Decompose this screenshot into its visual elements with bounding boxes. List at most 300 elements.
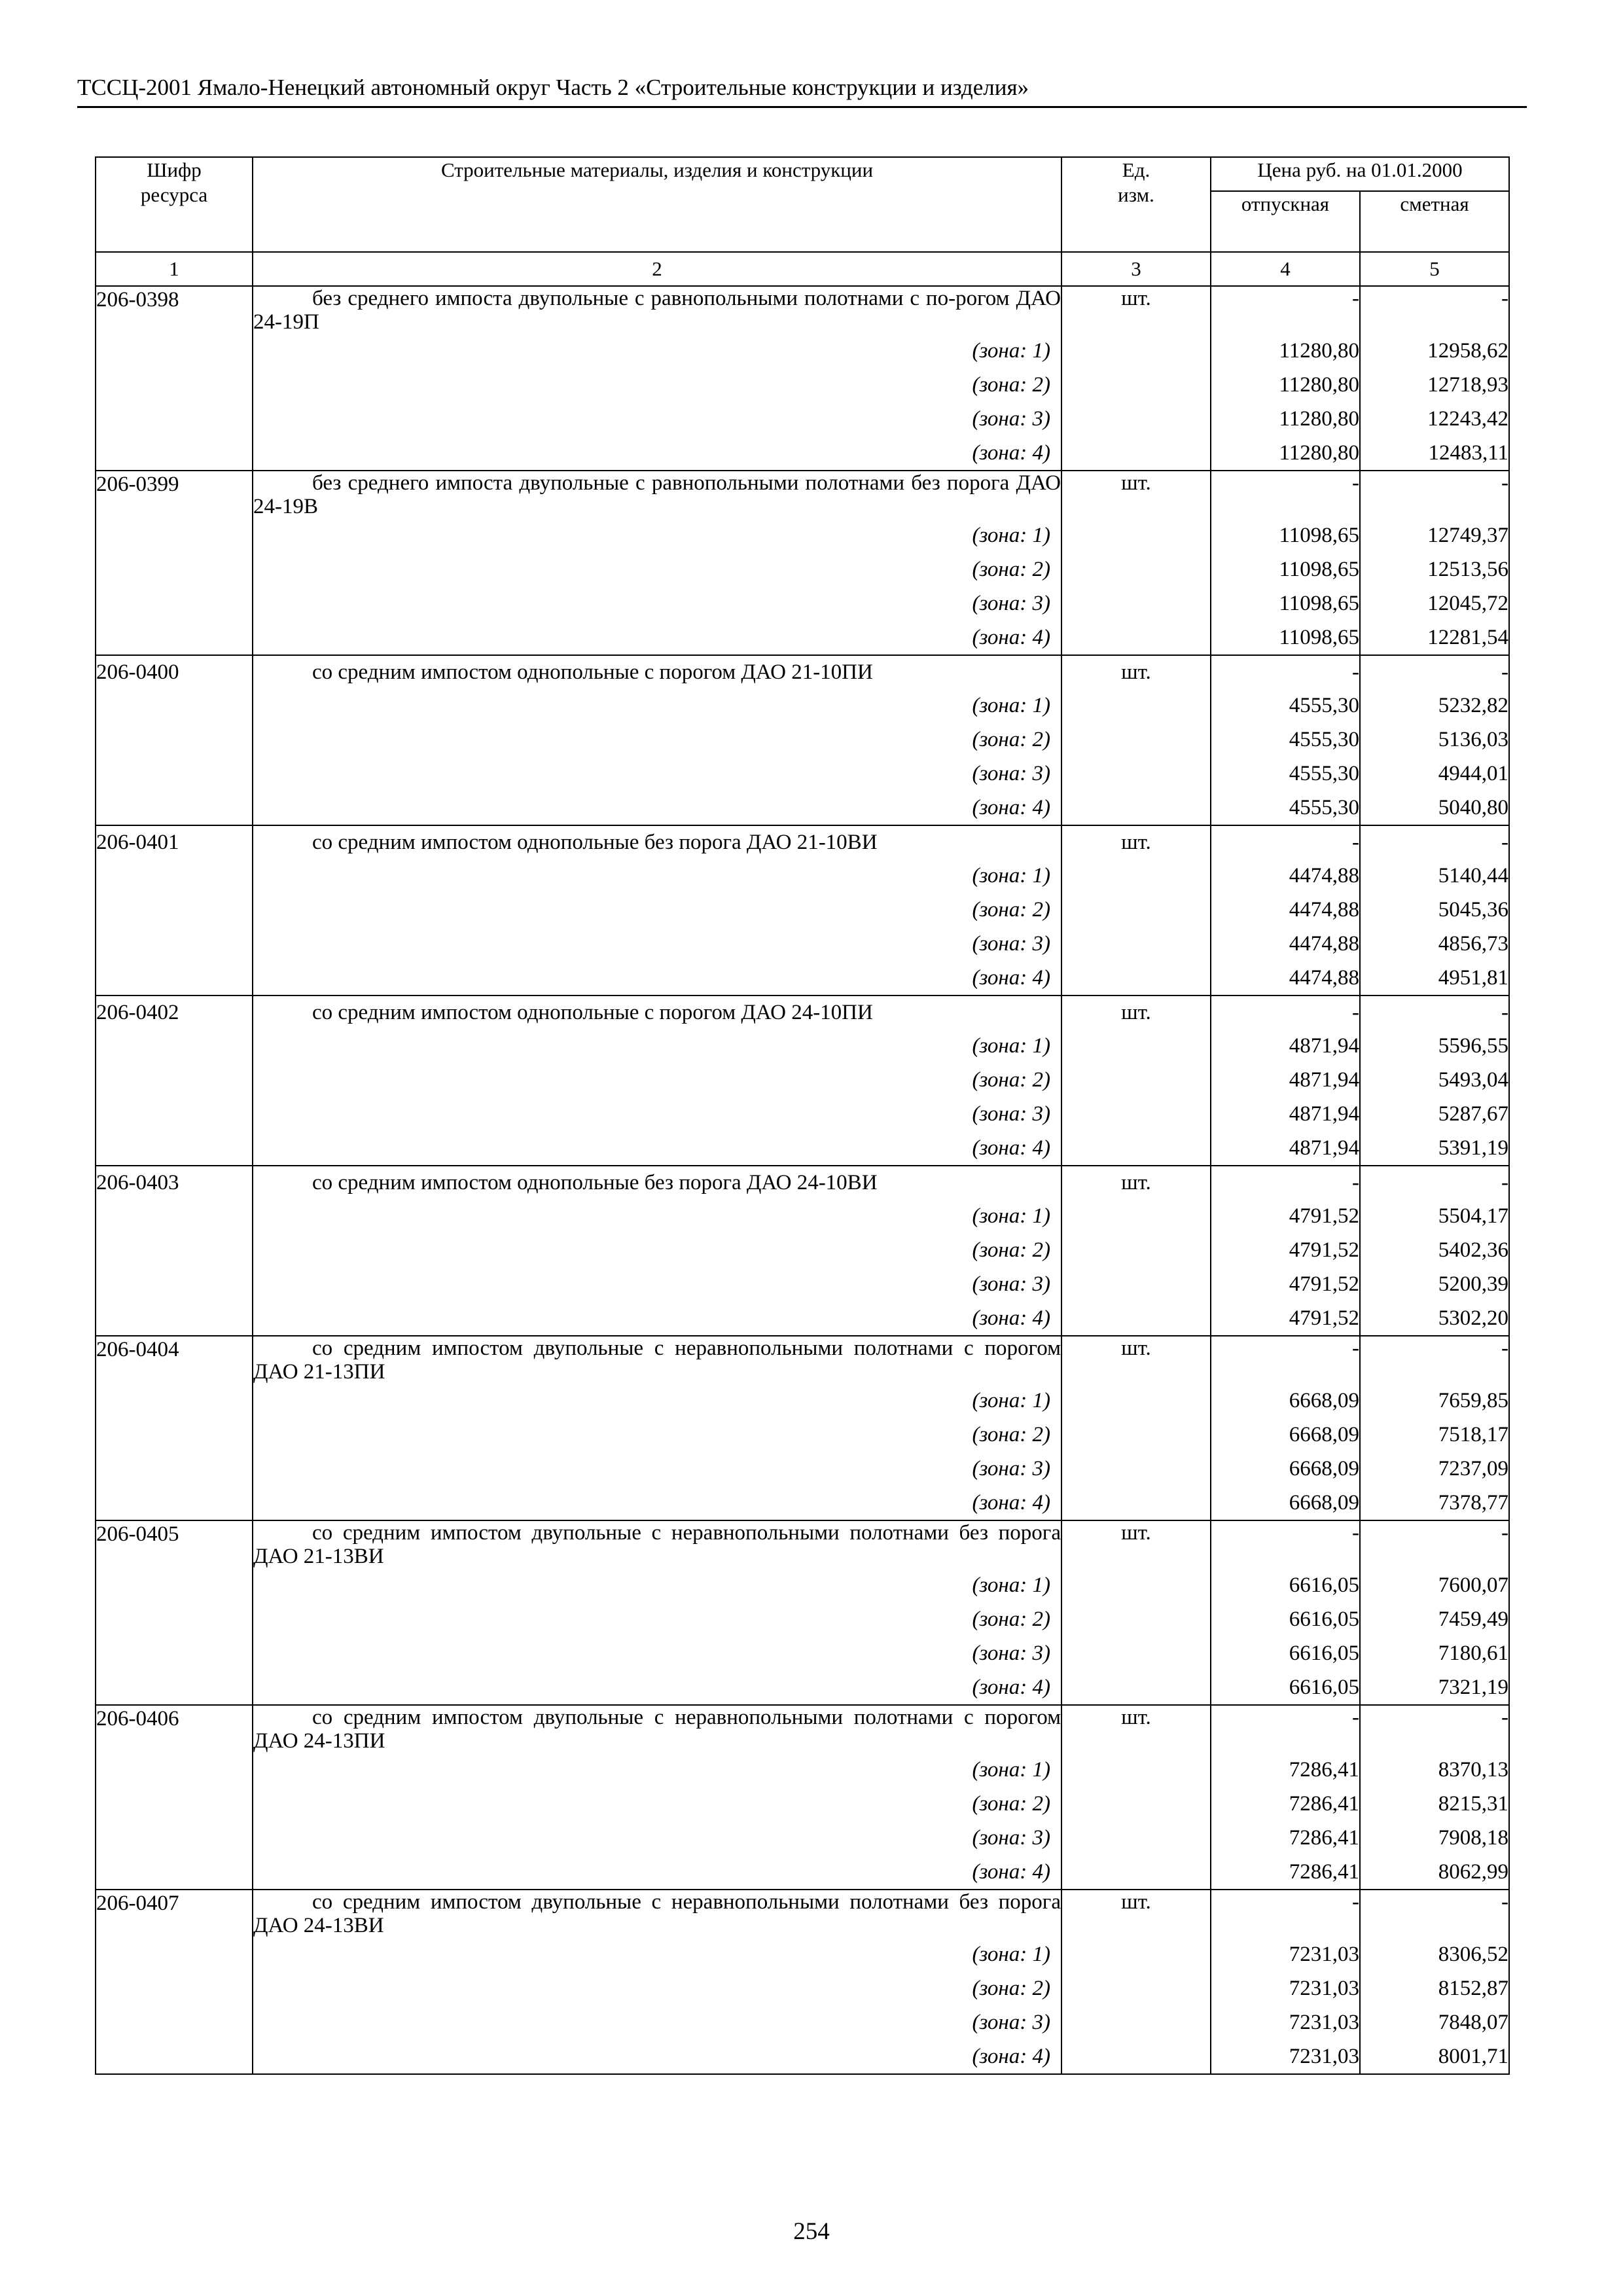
empty-unit-cell [1061, 2005, 1211, 2039]
zone-estimate-price: 5232,82 [1360, 689, 1509, 723]
zone-label: (зона: 2) [253, 1233, 1061, 1267]
resource-group [96, 996, 1509, 1166]
empty-unit-cell [1061, 368, 1211, 402]
header-resource-code [96, 157, 253, 252]
resource-description [253, 1890, 1061, 1937]
zone-row [96, 1418, 1509, 1452]
page-number: 254 [793, 2218, 830, 2245]
zone-release-price: 6668,09 [1211, 1486, 1360, 1520]
zone-estimate-price: 5140,44 [1360, 859, 1509, 893]
zone-release-price: 6668,09 [1211, 1452, 1360, 1486]
estimate-price-cell: - [1360, 655, 1509, 689]
zone-label: (зона: 4) [253, 1301, 1061, 1336]
resource-description [253, 825, 1061, 859]
zone-estimate-price: 4951,81 [1360, 961, 1509, 996]
empty-unit-cell [1061, 1486, 1211, 1520]
resource-description [253, 471, 1061, 518]
resource-description [253, 996, 1061, 1029]
empty-code-cell [96, 1855, 253, 1890]
zone-release-price: 6616,05 [1211, 1568, 1360, 1602]
zone-row [96, 689, 1509, 723]
zone-row [96, 1063, 1509, 1097]
zone-label: (зона: 2) [253, 1971, 1061, 2005]
zone-estimate-price: 7600,07 [1360, 1568, 1509, 1602]
zone-label: (зона: 3) [253, 2005, 1061, 2039]
resource-group [96, 1166, 1509, 1336]
zone-estimate-price: 5391,19 [1360, 1131, 1509, 1166]
zone-estimate-price: 5402,36 [1360, 1233, 1509, 1267]
header-unit [1061, 157, 1211, 252]
resource-group [96, 471, 1509, 655]
zone-row [96, 1486, 1509, 1520]
header-description: Строительные материалы, изделия и конструкции [253, 157, 1061, 252]
empty-unit-cell [1061, 620, 1211, 655]
resource-description [253, 1336, 1061, 1384]
zone-row [96, 552, 1509, 586]
unit-cell: шт. [1061, 1705, 1211, 1753]
empty-code-cell [96, 1670, 253, 1705]
zone-estimate-price: 7237,09 [1360, 1452, 1509, 1486]
zone-row [96, 1267, 1509, 1301]
zone-row [96, 1636, 1509, 1670]
empty-code-cell [96, 723, 253, 757]
estimate-price-cell: - [1360, 996, 1509, 1029]
zone-estimate-price: 5287,67 [1360, 1097, 1509, 1131]
empty-code-cell [96, 1063, 253, 1097]
header-code-line2: ресурса [140, 183, 208, 206]
zone-row [96, 1602, 1509, 1636]
zone-release-price: 4791,52 [1211, 1199, 1360, 1233]
zone-estimate-price: 7459,49 [1360, 1602, 1509, 1636]
zone-release-price: 7286,41 [1211, 1821, 1360, 1855]
zone-label: (зона: 2) [253, 1418, 1061, 1452]
zone-estimate-price: 12958,62 [1360, 334, 1509, 368]
empty-code-cell [96, 552, 253, 586]
description-text: со средним импостом однопольные с порогом ДАО 21-10ПИ [312, 660, 873, 684]
table-row [96, 1890, 1509, 1937]
zone-release-price: 4474,88 [1211, 927, 1360, 961]
empty-code-cell [96, 334, 253, 368]
empty-unit-cell [1061, 1670, 1211, 1705]
zone-label: (зона: 1) [253, 1568, 1061, 1602]
zone-release-price: 6616,05 [1211, 1670, 1360, 1705]
zone-release-price: 11280,80 [1211, 334, 1360, 368]
zone-label: (зона: 2) [253, 552, 1061, 586]
release-price-cell: - [1211, 286, 1360, 334]
zone-row [96, 402, 1509, 436]
empty-unit-cell [1061, 334, 1211, 368]
zone-row [96, 1821, 1509, 1855]
empty-unit-cell [1061, 757, 1211, 791]
zone-release-price: 7231,03 [1211, 1971, 1360, 2005]
header-release-price: отпускная [1211, 191, 1360, 252]
zone-estimate-price: 4944,01 [1360, 757, 1509, 791]
resource-group [96, 1520, 1509, 1705]
resource-code: 206-0405 [96, 1520, 253, 1568]
zone-estimate-price: 5200,39 [1360, 1267, 1509, 1301]
release-price-cell: - [1211, 655, 1360, 689]
empty-code-cell [96, 1602, 253, 1636]
zone-release-price: 7231,03 [1211, 2039, 1360, 2074]
empty-unit-cell [1061, 1787, 1211, 1821]
zone-estimate-price: 12749,37 [1360, 518, 1509, 552]
zone-row [96, 1753, 1509, 1787]
zone-row [96, 1384, 1509, 1418]
resource-code: 206-0403 [96, 1166, 253, 1199]
zone-release-price: 6668,09 [1211, 1418, 1360, 1452]
empty-code-cell [96, 1131, 253, 1166]
zone-label: (зона: 3) [253, 1267, 1061, 1301]
resource-group [96, 1890, 1509, 2074]
empty-code-cell [96, 402, 253, 436]
estimate-price-cell: - [1360, 1166, 1509, 1199]
zone-row [96, 518, 1509, 552]
description-text: со средним импостом однопольные без порога ДАО 21-10ВИ [312, 831, 878, 854]
resource-description [253, 1166, 1061, 1199]
resource-code: 206-0407 [96, 1890, 253, 1937]
zone-label: (зона: 2) [253, 1787, 1061, 1821]
resource-description [253, 286, 1061, 334]
zone-row [96, 620, 1509, 655]
empty-unit-cell [1061, 1029, 1211, 1063]
zone-row [96, 1452, 1509, 1486]
resource-code: 206-0399 [96, 471, 253, 518]
empty-code-cell [96, 1971, 253, 2005]
zone-estimate-price: 12045,72 [1360, 586, 1509, 620]
zone-row [96, 791, 1509, 825]
table-row [96, 655, 1509, 689]
zone-row [96, 927, 1509, 961]
empty-code-cell [96, 2005, 253, 2039]
header-price-group: Цена руб. на 01.01.2000 [1211, 157, 1509, 191]
unit-cell: шт. [1061, 1166, 1211, 1199]
empty-code-cell [96, 1568, 253, 1602]
empty-code-cell [96, 1029, 253, 1063]
description-text: со средним импостом двупольные с неравнопольными полотнами с порогом ДАО 24-13ПИ [253, 1706, 1061, 1753]
empty-unit-cell [1061, 1568, 1211, 1602]
empty-unit-cell [1061, 2039, 1211, 2074]
empty-unit-cell [1061, 1097, 1211, 1131]
empty-unit-cell [1061, 1418, 1211, 1452]
empty-unit-cell [1061, 518, 1211, 552]
zone-estimate-price: 8370,13 [1360, 1753, 1509, 1787]
zone-estimate-price: 5045,36 [1360, 893, 1509, 927]
zone-label: (зона: 4) [253, 2039, 1061, 2074]
zone-release-price: 11280,80 [1211, 402, 1360, 436]
empty-unit-cell [1061, 1384, 1211, 1418]
empty-code-cell [96, 2039, 253, 2074]
empty-unit-cell [1061, 436, 1211, 471]
description-text: без среднего импоста двупольные с равнопольными полотнами с по-рогом ДАО 24-19П [253, 287, 1061, 334]
resource-code: 206-0402 [96, 996, 253, 1029]
zone-estimate-price: 8062,99 [1360, 1855, 1509, 1890]
zone-estimate-price: 7908,18 [1360, 1821, 1509, 1855]
zone-release-price: 4474,88 [1211, 893, 1360, 927]
zone-estimate-price: 7518,17 [1360, 1418, 1509, 1452]
empty-unit-cell [1061, 1199, 1211, 1233]
table-row [96, 1166, 1509, 1199]
zone-row [96, 1971, 1509, 2005]
resource-group [96, 825, 1509, 996]
price-table [95, 156, 1510, 2075]
zone-release-price: 4555,30 [1211, 757, 1360, 791]
description-text: со средним импостом двупольные с неравнопольными полотнами без порога ДАО 24-13ВИ [253, 1890, 1061, 1937]
description-text: со средним импостом двупольные с неравнопольными полотнами с порогом ДАО 21-13ПИ [253, 1336, 1061, 1384]
empty-unit-cell [1061, 1063, 1211, 1097]
release-price-cell: - [1211, 1336, 1360, 1384]
unit-cell: шт. [1061, 1336, 1211, 1384]
zone-release-price: 7286,41 [1211, 1855, 1360, 1890]
zone-row [96, 1670, 1509, 1705]
zone-row [96, 1787, 1509, 1821]
estimate-price-cell: - [1360, 286, 1509, 334]
release-price-cell: - [1211, 1520, 1360, 1568]
description-text: со средним импостом однопольные без порога ДАО 24-10ВИ [312, 1171, 878, 1194]
unit-cell: шт. [1061, 1520, 1211, 1568]
zone-estimate-price: 5504,17 [1360, 1199, 1509, 1233]
resource-code: 206-0401 [96, 825, 253, 859]
zone-row [96, 1855, 1509, 1890]
empty-code-cell [96, 1937, 253, 1971]
zone-release-price: 11098,65 [1211, 620, 1360, 655]
zone-estimate-price: 12243,42 [1360, 402, 1509, 436]
header-code-line1: Шифр [147, 158, 202, 181]
resource-description [253, 1705, 1061, 1753]
zone-estimate-price: 5136,03 [1360, 723, 1509, 757]
table-row [96, 1336, 1509, 1384]
zone-release-price: 4791,52 [1211, 1267, 1360, 1301]
zone-row [96, 723, 1509, 757]
zone-estimate-price: 7378,77 [1360, 1486, 1509, 1520]
zone-row [96, 859, 1509, 893]
zone-estimate-price: 7180,61 [1360, 1636, 1509, 1670]
unit-cell: шт. [1061, 655, 1211, 689]
resource-group [96, 1705, 1509, 1890]
zone-label: (зона: 3) [253, 1452, 1061, 1486]
estimate-price-cell: - [1360, 1890, 1509, 1937]
resource-code: 206-0400 [96, 655, 253, 689]
empty-code-cell [96, 1097, 253, 1131]
zone-row [96, 893, 1509, 927]
table-row [96, 996, 1509, 1029]
zone-estimate-price: 5493,04 [1360, 1063, 1509, 1097]
zone-release-price: 6616,05 [1211, 1602, 1360, 1636]
zone-label: (зона: 2) [253, 1063, 1061, 1097]
unit-cell: шт. [1061, 471, 1211, 518]
estimate-price-cell: - [1360, 825, 1509, 859]
empty-unit-cell [1061, 1267, 1211, 1301]
estimate-price-cell: - [1360, 1520, 1509, 1568]
zone-estimate-price: 8306,52 [1360, 1937, 1509, 1971]
running-header: ТССЦ-2001 Ямало-Ненецкий автономный округ Часть 2 «Строительные конструкции и изделия» [77, 75, 1029, 100]
zone-row [96, 1568, 1509, 1602]
unit-cell: шт. [1061, 1890, 1211, 1937]
empty-unit-cell [1061, 552, 1211, 586]
header-unit-line1: Ед. [1122, 158, 1150, 181]
zone-row [96, 2039, 1509, 2074]
zone-row [96, 1097, 1509, 1131]
header-unit-line2: изм. [1118, 183, 1154, 206]
empty-code-cell [96, 961, 253, 996]
estimate-price-cell: - [1360, 471, 1509, 518]
unit-cell: шт. [1061, 825, 1211, 859]
zone-release-price: 4871,94 [1211, 1131, 1360, 1166]
zone-label: (зона: 1) [253, 1937, 1061, 1971]
zone-release-price: 11280,80 [1211, 368, 1360, 402]
zone-row [96, 1029, 1509, 1063]
zone-row [96, 1937, 1509, 1971]
unit-cell: шт. [1061, 996, 1211, 1029]
column-number: 5 [1360, 252, 1509, 286]
zone-label: (зона: 3) [253, 1636, 1061, 1670]
zone-label: (зона: 2) [253, 893, 1061, 927]
empty-code-cell [96, 1301, 253, 1336]
empty-code-cell [96, 1199, 253, 1233]
empty-unit-cell [1061, 1131, 1211, 1166]
empty-code-cell [96, 436, 253, 471]
zone-release-price: 7231,03 [1211, 1937, 1360, 1971]
empty-code-cell [96, 689, 253, 723]
estimate-price-cell: - [1360, 1336, 1509, 1384]
zone-row [96, 1301, 1509, 1336]
empty-code-cell [96, 791, 253, 825]
zone-label: (зона: 1) [253, 518, 1061, 552]
zone-label: (зона: 1) [253, 689, 1061, 723]
empty-unit-cell [1061, 1971, 1211, 2005]
zone-label: (зона: 1) [253, 334, 1061, 368]
zone-release-price: 4791,52 [1211, 1233, 1360, 1267]
release-price-cell: - [1211, 471, 1360, 518]
empty-unit-cell [1061, 1301, 1211, 1336]
zone-label: (зона: 3) [253, 1097, 1061, 1131]
header-rule [77, 106, 1527, 108]
release-price-cell: - [1211, 1166, 1360, 1199]
empty-code-cell [96, 1787, 253, 1821]
zone-label: (зона: 1) [253, 1199, 1061, 1233]
release-price-cell: - [1211, 825, 1360, 859]
resource-group [96, 655, 1509, 825]
table-row [96, 471, 1509, 518]
zone-row [96, 961, 1509, 996]
empty-code-cell [96, 1384, 253, 1418]
resource-group [96, 1336, 1509, 1520]
zone-label: (зона: 1) [253, 1753, 1061, 1787]
unit-cell: шт. [1061, 286, 1211, 334]
zone-row [96, 757, 1509, 791]
empty-unit-cell [1061, 1636, 1211, 1670]
empty-code-cell [96, 518, 253, 552]
zone-label: (зона: 4) [253, 961, 1061, 996]
zone-label: (зона: 3) [253, 927, 1061, 961]
empty-unit-cell [1061, 1602, 1211, 1636]
zone-label: (зона: 4) [253, 436, 1061, 471]
empty-code-cell [96, 368, 253, 402]
zone-estimate-price: 8152,87 [1360, 1971, 1509, 2005]
empty-code-cell [96, 1753, 253, 1787]
empty-unit-cell [1061, 1855, 1211, 1890]
zone-release-price: 4871,94 [1211, 1063, 1360, 1097]
zone-estimate-price: 12513,56 [1360, 552, 1509, 586]
empty-code-cell [96, 1452, 253, 1486]
zone-label: (зона: 1) [253, 859, 1061, 893]
zone-label: (зона: 3) [253, 1821, 1061, 1855]
empty-unit-cell [1061, 1821, 1211, 1855]
column-number-row [96, 252, 1509, 286]
zone-estimate-price: 12281,54 [1360, 620, 1509, 655]
column-number: 2 [253, 252, 1061, 286]
column-number: 3 [1061, 252, 1211, 286]
empty-unit-cell [1061, 689, 1211, 723]
zone-row [96, 1131, 1509, 1166]
empty-unit-cell [1061, 859, 1211, 893]
zone-label: (зона: 3) [253, 757, 1061, 791]
empty-unit-cell [1061, 893, 1211, 927]
resource-description [253, 655, 1061, 689]
table-row [96, 1705, 1509, 1753]
empty-code-cell [96, 1821, 253, 1855]
zone-release-price: 7286,41 [1211, 1787, 1360, 1821]
empty-unit-cell [1061, 1753, 1211, 1787]
zone-label: (зона: 4) [253, 1131, 1061, 1166]
zone-release-price: 4871,94 [1211, 1029, 1360, 1063]
zone-release-price: 4474,88 [1211, 859, 1360, 893]
empty-code-cell [96, 586, 253, 620]
resource-code: 206-0404 [96, 1336, 253, 1384]
header-estimate-price: сметная [1360, 191, 1509, 252]
zone-row [96, 586, 1509, 620]
zone-label: (зона: 4) [253, 620, 1061, 655]
empty-code-cell [96, 1636, 253, 1670]
zone-estimate-price: 5040,80 [1360, 791, 1509, 825]
zone-label: (зона: 2) [253, 1602, 1061, 1636]
empty-unit-cell [1061, 791, 1211, 825]
zone-release-price: 11098,65 [1211, 518, 1360, 552]
zone-release-price: 7286,41 [1211, 1753, 1360, 1787]
zone-estimate-price: 12483,11 [1360, 436, 1509, 471]
empty-unit-cell [1061, 1452, 1211, 1486]
empty-code-cell [96, 893, 253, 927]
empty-unit-cell [1061, 586, 1211, 620]
zone-estimate-price: 12718,93 [1360, 368, 1509, 402]
description-text: со средним импостом двупольные с неравнопольными полотнами без порога ДАО 21-13ВИ [253, 1521, 1061, 1568]
empty-unit-cell [1061, 961, 1211, 996]
empty-unit-cell [1061, 402, 1211, 436]
zone-estimate-price: 5596,55 [1360, 1029, 1509, 1063]
description-text: без среднего импоста двупольные с равнопольными полотнами без порога ДАО 24-19В [253, 471, 1061, 518]
zone-label: (зона: 2) [253, 723, 1061, 757]
resource-code: 206-0406 [96, 1705, 253, 1753]
zone-release-price: 6668,09 [1211, 1384, 1360, 1418]
zone-release-price: 4474,88 [1211, 961, 1360, 996]
zone-label: (зона: 3) [253, 402, 1061, 436]
column-number: 4 [1211, 252, 1360, 286]
empty-unit-cell [1061, 927, 1211, 961]
release-price-cell: - [1211, 996, 1360, 1029]
empty-code-cell [96, 1418, 253, 1452]
zone-label: (зона: 3) [253, 586, 1061, 620]
resource-code: 206-0398 [96, 286, 253, 334]
zone-estimate-price: 8215,31 [1360, 1787, 1509, 1821]
zone-row [96, 334, 1509, 368]
zone-release-price: 4555,30 [1211, 791, 1360, 825]
empty-unit-cell [1061, 1937, 1211, 1971]
zone-release-price: 4871,94 [1211, 1097, 1360, 1131]
zone-release-price: 7231,03 [1211, 2005, 1360, 2039]
zone-label: (зона: 4) [253, 1486, 1061, 1520]
description-text: со средним импостом однопольные с порогом ДАО 24-10ПИ [312, 1001, 873, 1024]
zone-label: (зона: 4) [253, 1670, 1061, 1705]
zone-release-price: 11280,80 [1211, 436, 1360, 471]
